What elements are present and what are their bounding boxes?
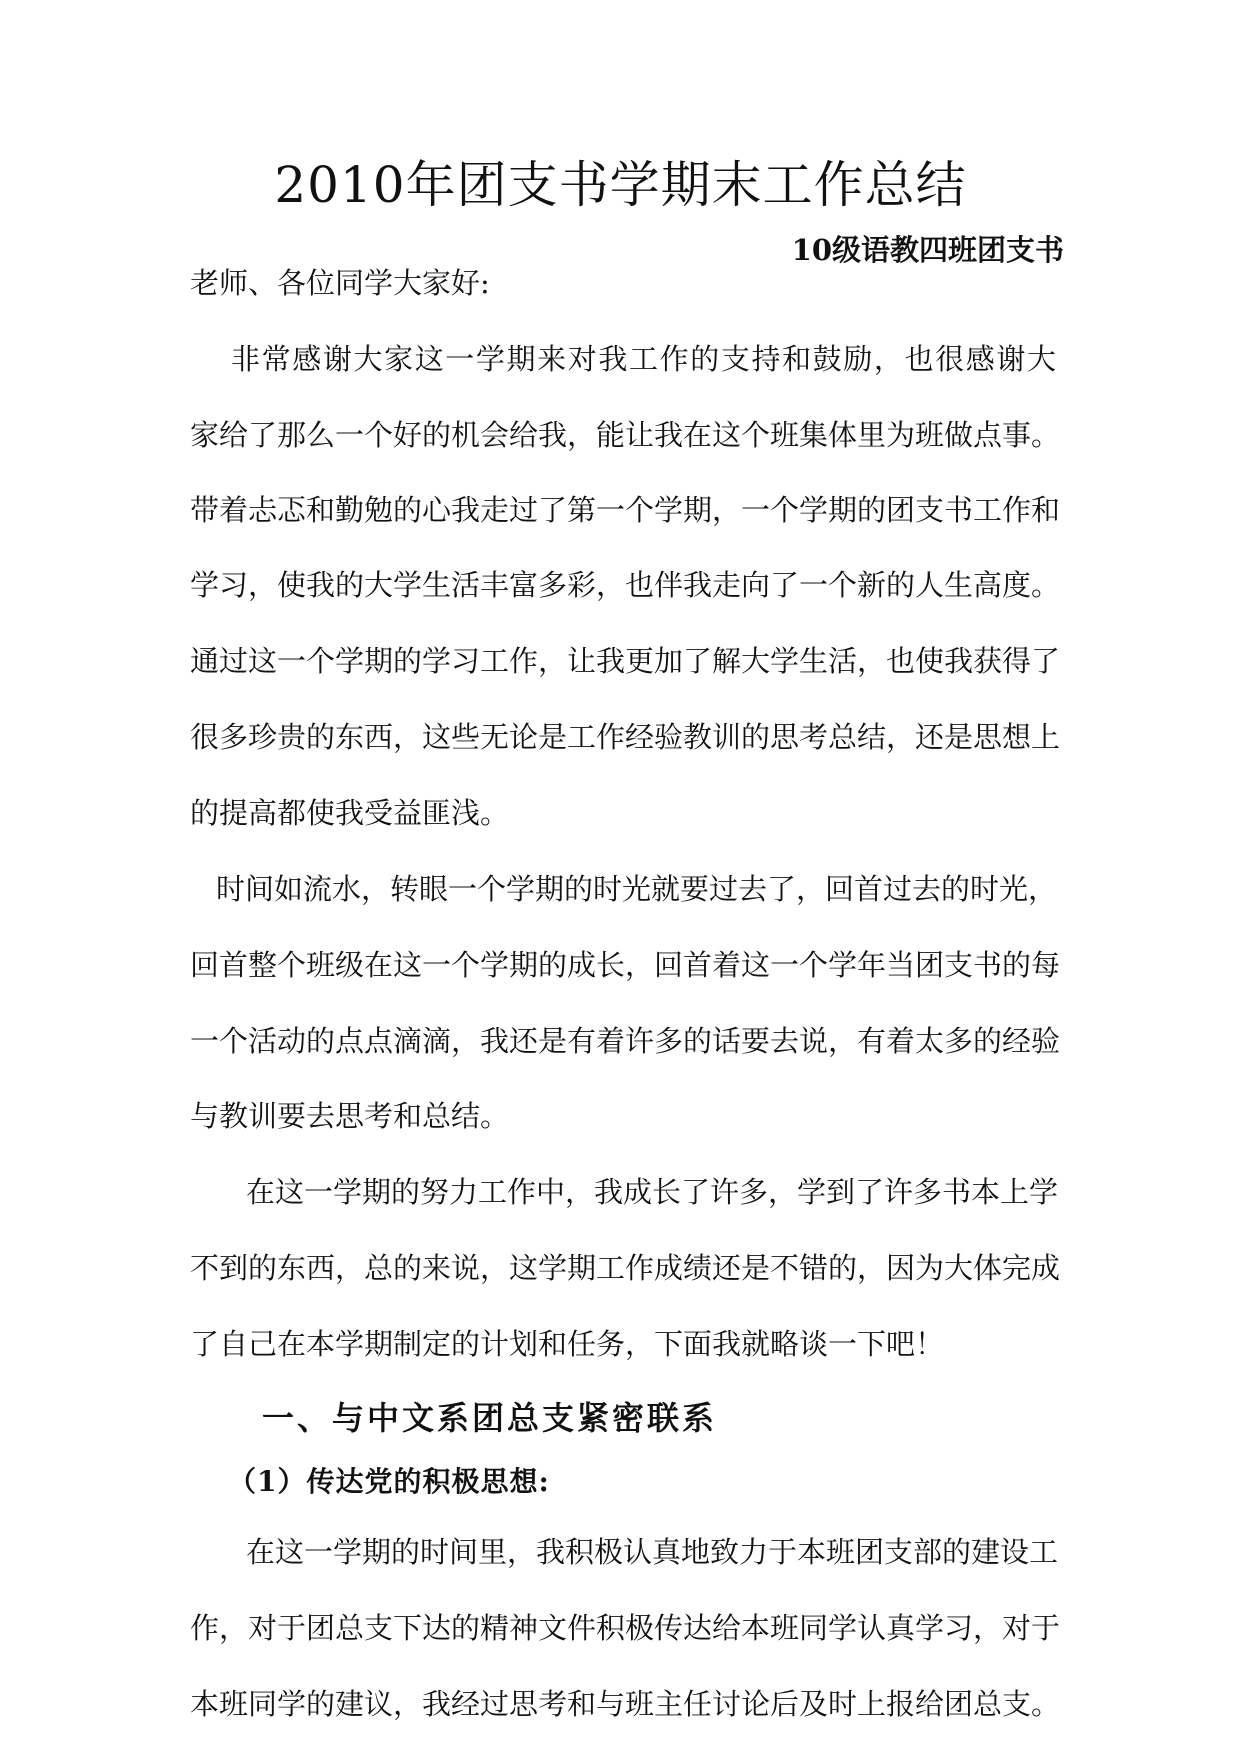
paragraph-1-line-4: 学习，使我的大学生活丰富多彩，也伴我走向了一个新的人生高度。 [190, 568, 1061, 602]
document-title: 2010年团支书学期末工作总结 [274, 156, 967, 214]
subsection-1-heading: （1）传达党的积极思想: [228, 1465, 550, 1498]
paragraph-3-line-2: 不到的东西，总的来说，这学期工作成绩还是不错的，因为大体完成 [190, 1251, 1061, 1285]
paragraph-1-line-1: 非常感谢大家这一学期来对我工作的支持和鼓励，也很感谢大 [231, 342, 1056, 376]
paragraph-1-line-6: 很多珍贵的东西，这些无论是工作经验教训的思考总结，还是思想上 [190, 720, 1061, 754]
paragraph-1-line-5: 通过这一个学期的学习工作，让我更加了解大学生活，也使我获得了 [190, 644, 1061, 678]
paragraph-1-line-2: 家给了那么一个好的机会给我，能让我在这个班集体里为班做点事。 [190, 418, 1061, 452]
paragraph-1-line-3: 带着忐忑和勤勉的心我走过了第一个学期，一个学期的团支书工作和 [190, 493, 1061, 527]
paragraph-2-line-2: 回首整个班级在这一个学期的成长，回首着这一个学年当团支书的每 [190, 948, 1061, 982]
greeting: 老师、各位同学大家好: [190, 266, 490, 300]
paragraph-4-line-3: 本班同学的建议，我经过思考和与班主任讨论后及时上报给团总支。 [190, 1687, 1061, 1721]
paragraph-2-line-4: 与教训要去思考和总结。 [190, 1099, 510, 1133]
document-byline: 10级语教四班团支书 [791, 233, 1064, 267]
paragraph-4-line-1: 在这一学期的时间里，我积极认真地致力于本班团支部的建设工 [246, 1535, 1059, 1569]
paragraph-2-line-3: 一个活动的点点滴滴，我还是有着许多的话要去说，有着太多的经验 [190, 1024, 1061, 1058]
section-1-heading: 一、与中文系团总支紧密联系 [262, 1399, 718, 1437]
paragraph-1-line-7: 的提高都使我受益匪浅。 [190, 796, 510, 830]
paragraph-2-line-1: 时间如流水，转眼一个学期的时光就要过去了，回首过去的时光， [216, 872, 1058, 906]
paragraph-3-line-1: 在这一学期的努力工作中，我成长了许多，学到了许多书本上学 [246, 1175, 1059, 1209]
paragraph-3-line-3: 了自己在本学期制定的计划和任务，下面我就略谈一下吧！ [190, 1327, 945, 1361]
paragraph-4-line-2: 作，对于团总支下达的精神文件积极传达给本班同学认真学习，对于 [190, 1611, 1061, 1645]
